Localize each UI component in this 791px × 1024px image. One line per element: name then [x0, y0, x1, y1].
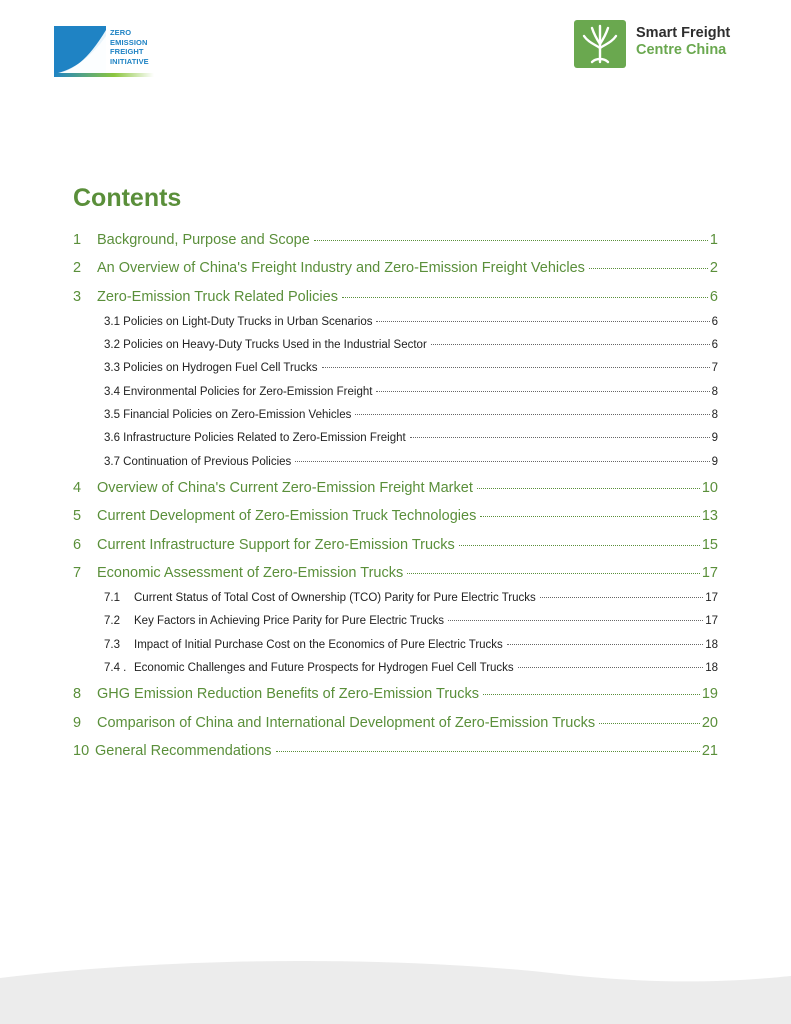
toc-entry-title: GHG Emission Reduction Benefits of Zero-Emission Trucks: [97, 686, 479, 703]
toc-dot-leader: [483, 693, 700, 695]
toc-dot-leader: [342, 296, 708, 298]
toc-entry-title: Economic Assessment of Zero-Emission Trucks: [97, 564, 404, 581]
zefi-line-emission: EMISSION: [110, 37, 148, 47]
toc-dot-leader: [448, 619, 703, 621]
toc-subentry[interactable]: [73, 334, 718, 357]
toc-subentry[interactable]: [73, 451, 718, 474]
toc-entry[interactable]: [73, 502, 718, 530]
toc-dot-leader: [355, 413, 709, 415]
toc-entry-number: 4: [73, 479, 82, 496]
sfc-logo-text: [636, 25, 730, 59]
zefi-line-freight: FREIGHT: [110, 47, 144, 56]
toc-entry-number: 7.2: [104, 615, 120, 628]
toc-page-number: 17: [705, 592, 718, 605]
toc-entry-number: 5: [73, 508, 82, 525]
toc-page-number: 6: [709, 288, 718, 305]
toc-entry-title: 3.5 Financial Policies on Zero-Emission Vehicles: [104, 409, 352, 422]
toc-entry-title: An Overview of China's Freight Industry and Zero-Emission Freight Vehicles: [97, 260, 585, 277]
toc-entry[interactable]: [73, 531, 718, 559]
toc-entry[interactable]: [73, 559, 718, 587]
toc-dot-leader: [276, 750, 700, 752]
toc-dot-leader: [376, 320, 709, 322]
toc-dot-leader: [459, 544, 700, 546]
toc-entry-title: Impact of Initial Purchase Cost on the Economics of Pure Electric Trucks: [134, 638, 503, 651]
toc-dot-leader: [518, 666, 704, 668]
toc-page-number: 9: [711, 432, 718, 445]
zefi-stripe-icon: [54, 73, 154, 77]
toc-dot-leader: [407, 572, 700, 574]
toc-entry-title: 3.2 Policies on Heavy-Duty Trucks Used in the Industrial Sector: [104, 339, 427, 352]
toc-entry-title: Zero-Emission Truck Related Policies: [97, 288, 338, 305]
toc-page-number: 8: [711, 385, 718, 398]
toc-subentry[interactable]: [73, 610, 718, 633]
toc-entry-number: 6: [73, 536, 82, 553]
toc-dot-leader: [540, 596, 703, 598]
toc-entry-number: 7.1: [104, 592, 120, 605]
toc-entry-title: Key Factors in Achieving Price Parity for Pure Electric Trucks: [134, 615, 444, 628]
toc-subentry[interactable]: [73, 311, 718, 334]
toc-page-number: 19: [701, 686, 718, 703]
toc-entry-title: Economic Challenges and Future Prospects for Hydrogen Fuel Cell Trucks: [134, 662, 514, 675]
smart-freight-centre-logo: [574, 20, 754, 70]
toc-entry-title: Current Status of Total Cost of Ownership (TCO) Parity for Pure Electric Trucks: [134, 592, 536, 605]
toc-dot-leader: [599, 722, 700, 724]
toc-entry-title: 3.7 Continuation of Previous Policies: [104, 455, 292, 468]
toc-entry-title: Background, Purpose and Scope: [97, 232, 310, 248]
toc-subentry[interactable]: [73, 404, 718, 427]
toc-entry-number: 1: [73, 232, 82, 248]
toc-subentry[interactable]: [73, 657, 718, 680]
toc-subentry[interactable]: [73, 427, 718, 450]
toc-page-number: 18: [705, 662, 718, 675]
toc-entry[interactable]: [73, 226, 718, 254]
toc-entry[interactable]: [73, 709, 718, 737]
toc-page-number: 2: [709, 260, 718, 277]
toc-entry-title: Comparison of China and International Development of Zero-Emission Trucks: [97, 714, 596, 731]
toc-entry-title: Current Infrastructure Support for Zero-Emission Trucks: [97, 536, 455, 553]
toc-dot-leader: [480, 515, 700, 517]
sfc-line-smart-freight: Smart Freight: [636, 25, 731, 41]
zefi-logo-text: [110, 28, 149, 66]
toc-entry-number: 7.4 .: [104, 662, 127, 675]
toc-page-number: 15: [701, 536, 718, 553]
toc-entry-title: 3.1 Policies on Light-Duty Trucks in Urban Scenarios: [104, 315, 373, 328]
toc-page-number: 8: [711, 409, 718, 422]
toc-dot-leader: [477, 487, 700, 489]
toc-dot-leader: [589, 267, 708, 269]
toc-entry-title: General Recommendations: [95, 742, 272, 759]
toc-entry[interactable]: [73, 254, 718, 282]
toc-page-number: 6: [711, 339, 718, 352]
toc-entry-title: Current Development of Zero-Emission Truck Technologies: [97, 508, 477, 525]
toc-entry[interactable]: [73, 737, 718, 765]
toc-entry[interactable]: [73, 283, 718, 311]
zero-emission-freight-initiative-logo: [54, 26, 160, 80]
toc-dot-leader: [507, 643, 703, 645]
toc-entry-title: Overview of China's Current Zero-Emission Freight Market: [97, 479, 473, 496]
toc-subentry[interactable]: [73, 634, 718, 657]
toc-page-number: 9: [711, 455, 718, 468]
toc-page-number: 13: [701, 508, 718, 525]
sfc-line-centre-china: Centre China: [636, 42, 727, 58]
contents-heading: Contents: [73, 184, 182, 212]
toc-entry-title: 3.6 Infrastructure Policies Related to Zero-Emission Freight: [104, 432, 406, 445]
toc-dot-leader: [322, 366, 710, 368]
table-of-contents: [73, 226, 718, 765]
toc-entry-title: 3.4 Environmental Policies for Zero-Emission Freight: [104, 385, 373, 398]
toc-entry-number: 8: [73, 686, 82, 703]
zefi-line-zero: ZERO: [110, 28, 132, 37]
toc-entry[interactable]: [73, 680, 718, 708]
toc-dot-leader: [410, 436, 710, 438]
toc-page-number: 18: [705, 638, 718, 651]
toc-dot-leader: [376, 390, 709, 392]
toc-entry-number: 7.3: [104, 638, 120, 651]
toc-dot-leader: [295, 460, 709, 462]
toc-subentry[interactable]: [73, 381, 718, 404]
toc-page-number: 20: [701, 714, 718, 731]
toc-dot-leader: [314, 239, 708, 241]
toc-entry-number: 7: [73, 564, 82, 581]
toc-page-number: 7: [711, 362, 718, 375]
toc-page-number: 6: [711, 315, 718, 328]
toc-entry-number: 2: [73, 260, 82, 277]
toc-subentry[interactable]: [73, 587, 718, 610]
toc-entry-title: 3.3 Policies on Hydrogen Fuel Cell Trucks: [104, 362, 318, 375]
zefi-line-initiative: INITIATIVE: [110, 56, 149, 66]
toc-entry-number: 3: [73, 288, 82, 305]
toc-entry-number: 10: [73, 742, 90, 759]
toc-entry-number: 9: [73, 714, 82, 731]
toc-subentry[interactable]: [73, 357, 718, 380]
footer-wave-decoration: [0, 960, 791, 1024]
toc-entry[interactable]: [73, 474, 718, 502]
toc-page-number: 21: [701, 742, 718, 759]
toc-page-number: 1: [709, 232, 718, 248]
toc-dot-leader: [431, 343, 710, 345]
toc-page-number: 17: [705, 615, 718, 628]
tree-icon: [574, 20, 626, 68]
toc-page-number: 17: [701, 564, 718, 581]
zefi-emblem-icon: [54, 26, 106, 76]
toc-page-number: 10: [701, 479, 718, 496]
